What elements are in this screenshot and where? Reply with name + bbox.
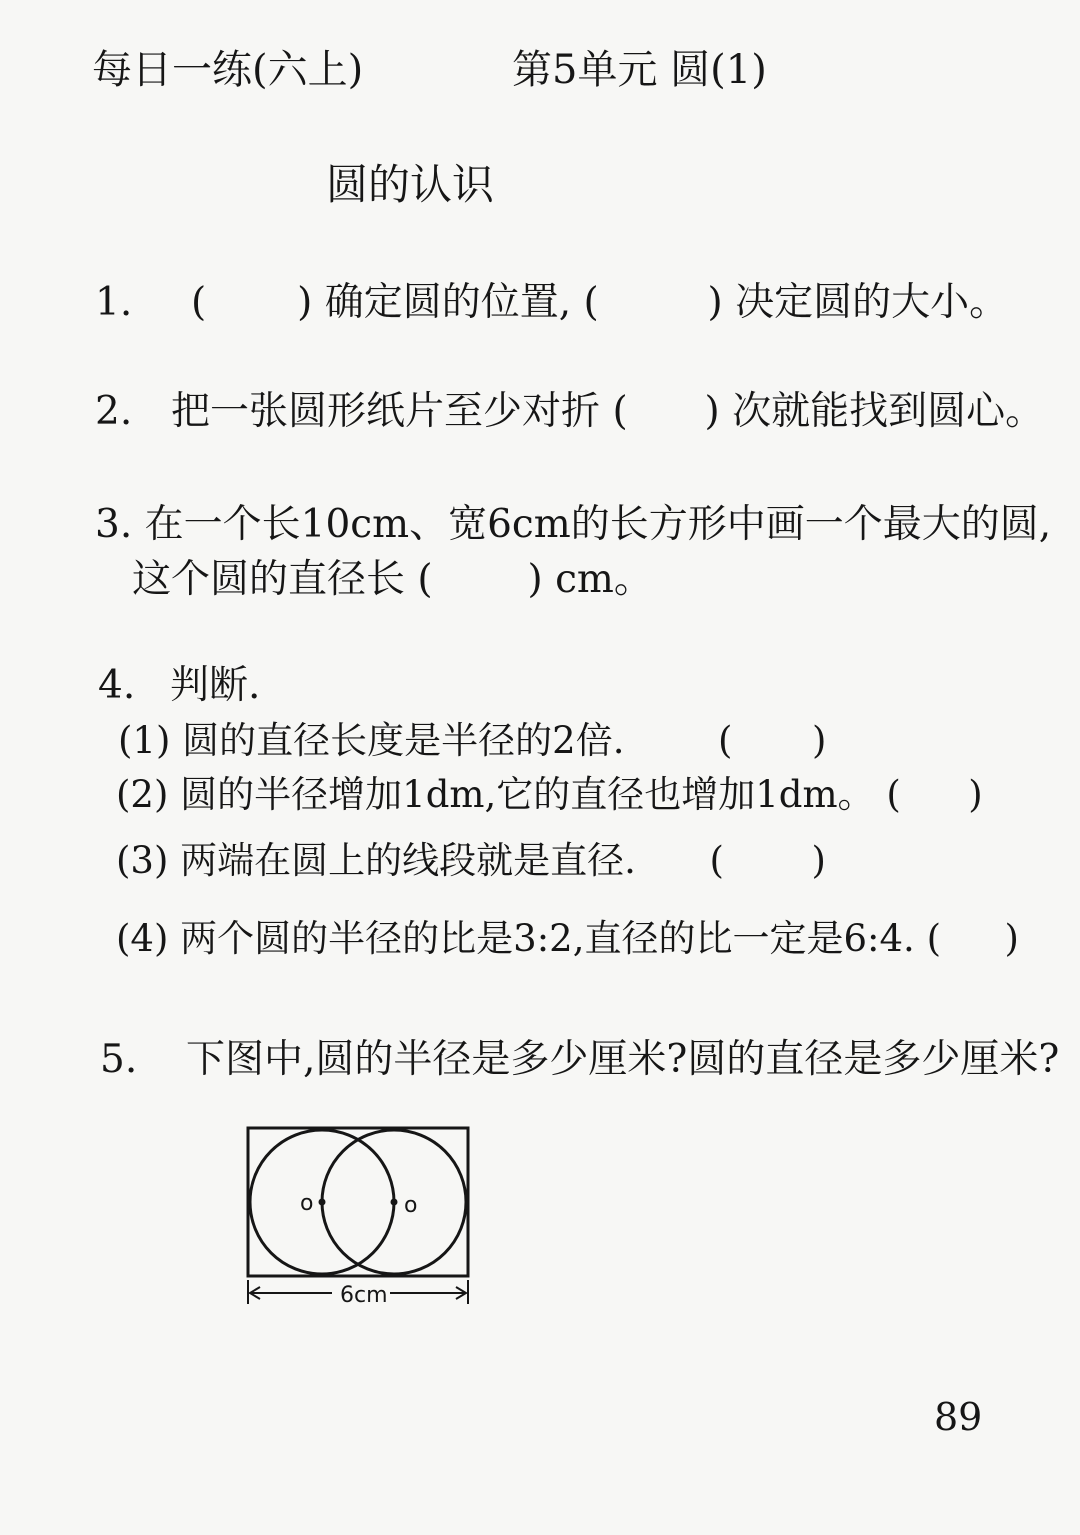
- question-4-item-2-open: (: [886, 773, 901, 816]
- question-2-number: 2.: [95, 389, 133, 434]
- page-number: 89: [934, 1395, 983, 1439]
- question-4-number: 4.: [98, 663, 136, 708]
- question-5-text: 下图中,圆的半径是多少厘米?圆的直径是多少厘米?: [186, 1037, 1060, 1082]
- question-3-text-2: 这个圆的直径长: [132, 557, 406, 602]
- question-4-item-3-text: (3) 两端在圆上的线段就是直径.: [116, 839, 636, 882]
- figure-left-center-dot: [319, 1199, 326, 1206]
- question-3-line-1: [95, 502, 1052, 547]
- question-4-item-3-close: ): [811, 839, 826, 882]
- figure-right-center-dot: [391, 1199, 398, 1206]
- question-5: [100, 1037, 1060, 1082]
- question-4-item-4-text: (4) 两个圆的半径的比是3:2,直径的比一定是6:4.: [116, 917, 915, 960]
- question-1-text-2: 决定圆的大小。: [735, 280, 1009, 325]
- question-1-blank-1-close: ): [297, 280, 313, 325]
- question-1-blank-1-open: (: [191, 280, 207, 325]
- question-4-item-3: [116, 839, 826, 882]
- question-4-item-4: [116, 917, 1019, 960]
- question-3-blank-open: (: [417, 557, 433, 602]
- question-4-item-4-close: ): [1004, 917, 1019, 960]
- question-5-number: 5.: [100, 1037, 138, 1082]
- question-4-item-1: [118, 719, 827, 762]
- question-3-number: 3.: [95, 502, 133, 547]
- question-3-text-1: 在一个长10cm、宽6cm的长方形中画一个最大的圆,: [144, 502, 1052, 547]
- question-4-item-4-open: (: [926, 917, 941, 960]
- question-1-text-1: 确定圆的位置,: [324, 280, 572, 325]
- question-1-blank-2-open: (: [583, 280, 599, 325]
- question-4-item-1-close: ): [811, 719, 827, 762]
- question-1-number: 1.: [95, 280, 133, 325]
- question-4-item-2-text: (2) 圆的半径增加1dm,它的直径也增加1dm。: [116, 773, 875, 816]
- figure-right-center-label: o: [404, 1193, 418, 1218]
- header-unit-title: 第5单元 圆(1): [512, 47, 767, 93]
- question-2-text-1: 把一张圆形纸片至少对折: [171, 389, 601, 434]
- question-4-item-1-open: (: [718, 719, 733, 762]
- figure-left-center-label: o: [300, 1191, 314, 1216]
- question-3-line-2: [132, 557, 653, 602]
- question-2-blank-close: ): [704, 389, 720, 434]
- header-series-title: 每日一练(六上): [92, 47, 364, 93]
- question-4-item-1-text: (1) 圆的直径长度是半径的2倍.: [118, 719, 625, 762]
- question-3-unit: cm。: [555, 557, 653, 602]
- figure-rectangle: [248, 1128, 468, 1276]
- question-3-blank-close: ): [527, 557, 543, 602]
- question-2-text-2: 次就能找到圆心。: [732, 389, 1045, 434]
- figure-width-label: 6cm: [340, 1283, 388, 1308]
- question-2-blank-open: (: [612, 389, 628, 434]
- question-4-item-3-open: (: [709, 839, 724, 882]
- question-4-item-2: [116, 773, 983, 816]
- circles-figure: [236, 1118, 486, 1318]
- question-1-blank-2-close: ): [707, 280, 723, 325]
- question-2: [95, 389, 1045, 434]
- question-1: [95, 280, 1009, 325]
- page-subtitle: 圆的认识: [326, 160, 495, 209]
- question-4-item-2-close: ): [968, 773, 983, 816]
- question-4-heading: [98, 663, 261, 708]
- question-4-title: 判断.: [170, 663, 261, 708]
